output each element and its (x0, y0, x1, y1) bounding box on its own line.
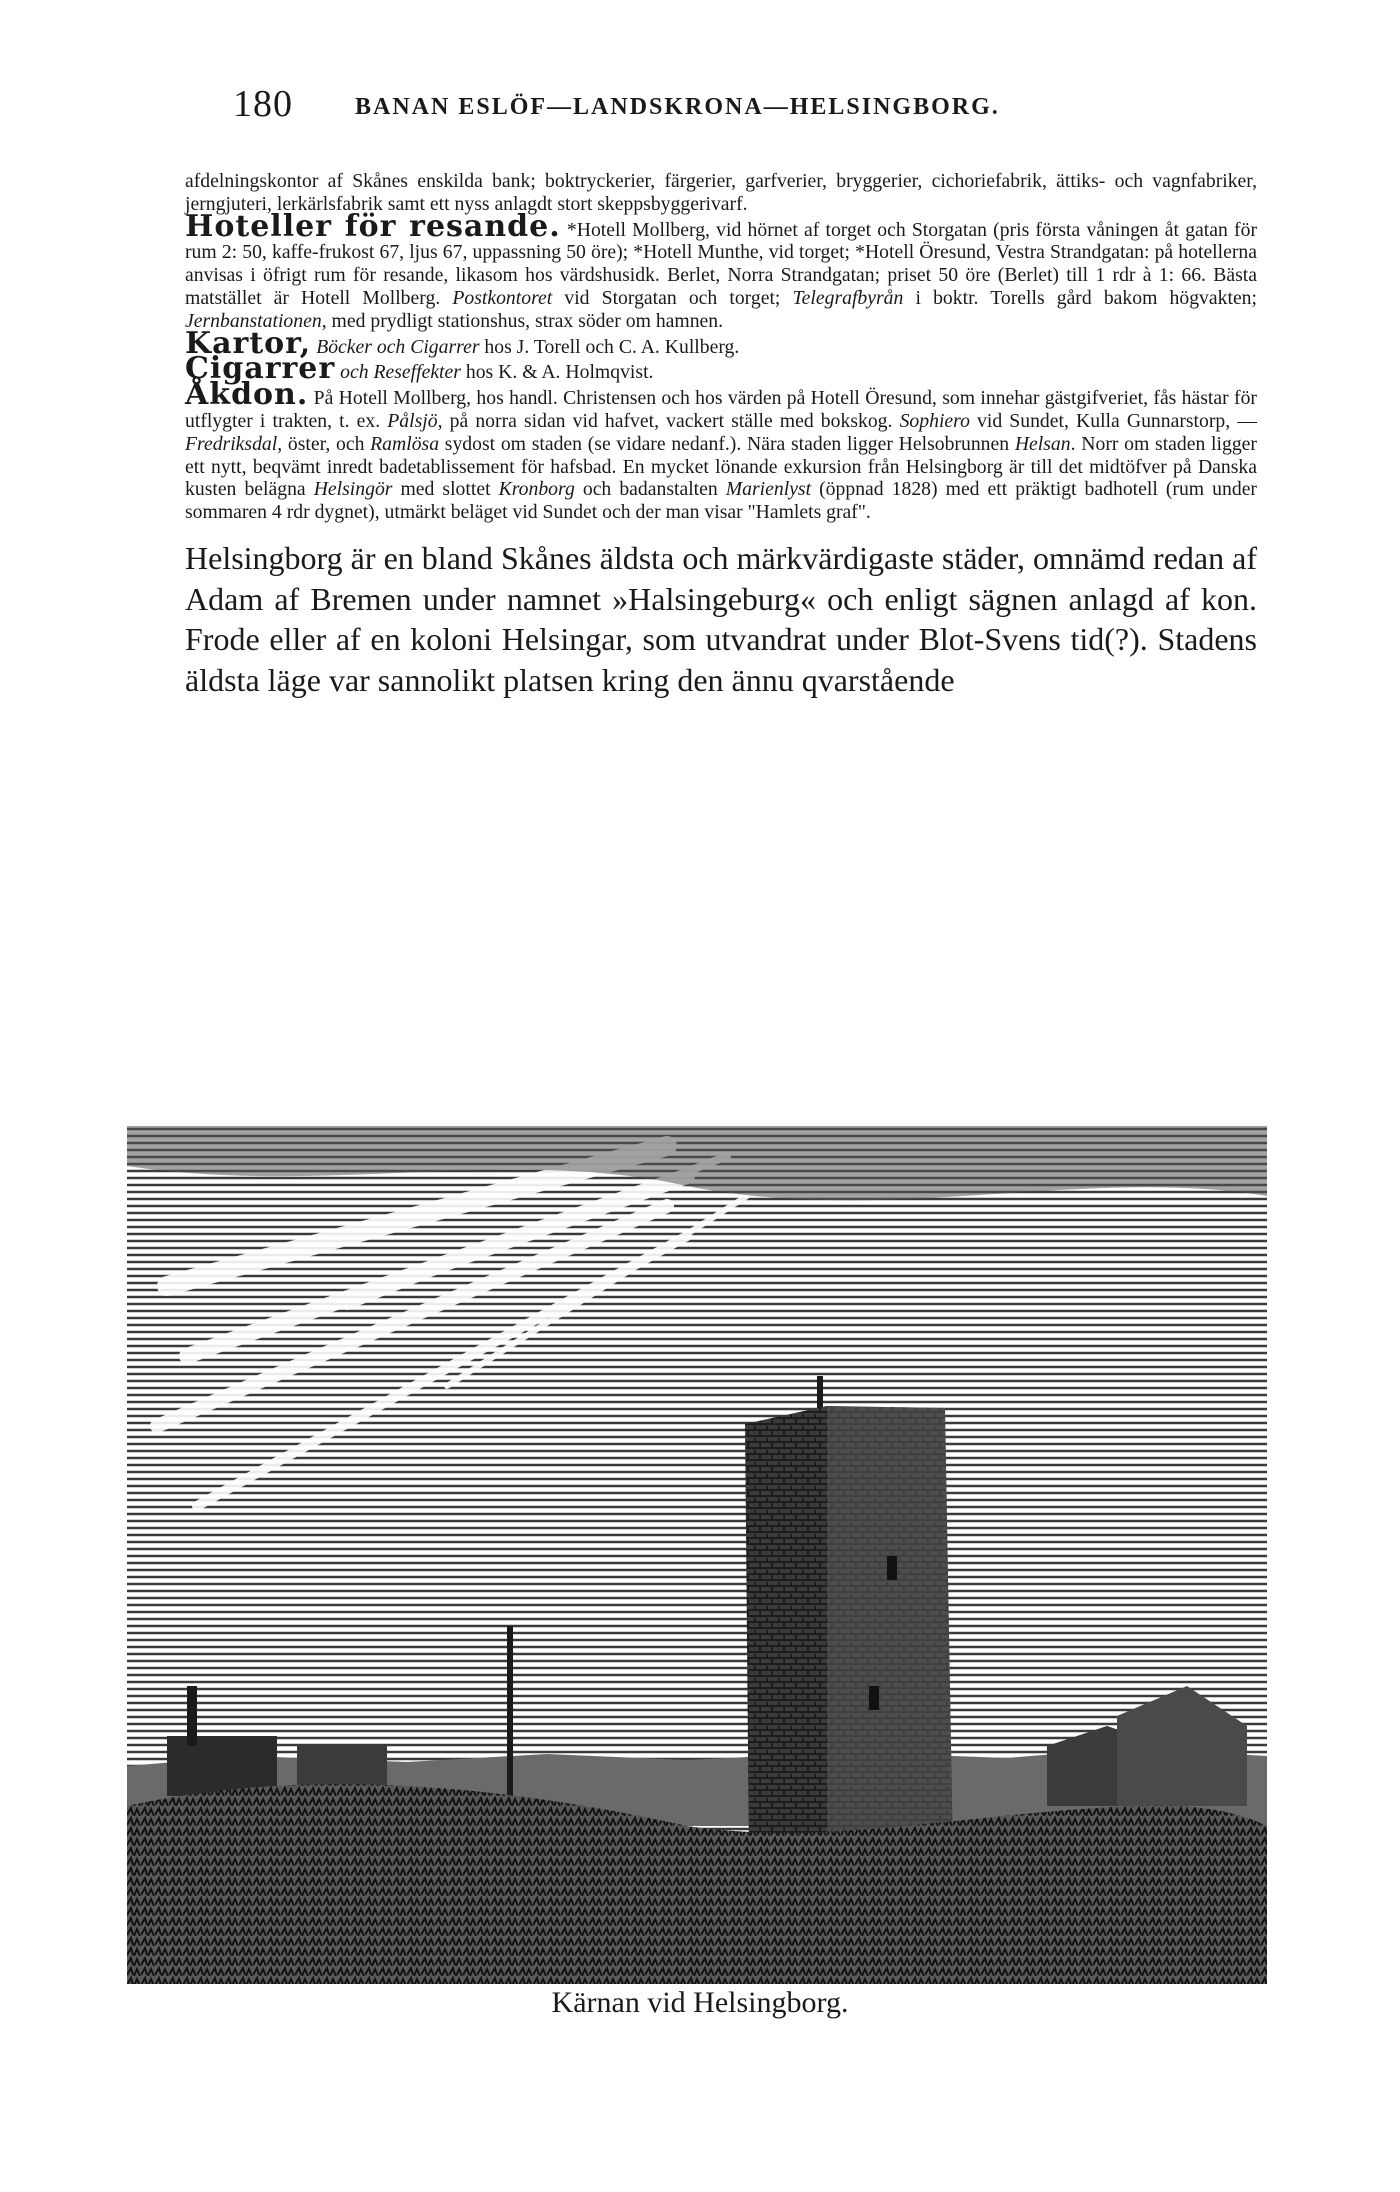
page-number: 180 (233, 83, 293, 125)
heading-cigars: Cigarrer (185, 351, 336, 387)
heading-maps: Kartor, (185, 325, 312, 361)
paragraph-maps: Kartor, Böcker och Cigarrer hos J. Torell och C. A. Kullberg. (185, 325, 740, 361)
paragraph-cigars: Cigarrer och Reseffekter hos K. & A. Holmqvist. (185, 351, 654, 387)
heading-carriages: Åkdon. (185, 377, 309, 413)
flag-pole (507, 1626, 513, 1796)
tower-engraving (127, 1126, 1267, 1984)
illustration-caption: Kärnan vid Helsingborg. (551, 1986, 849, 2019)
kärnan-tower (745, 1376, 953, 1856)
text-body (185, 170, 1257, 700)
running-title: BANAN ESLÖF—LANDSKRONA—HELSINGBORG. (355, 94, 1000, 120)
paragraph-hotels: Hoteller för resande. *Hotell Mollberg, vid hörnet af torget och Storgatan (pris första våningen åt gatan för rum 2: 50, kaffe-frukost 67, ljus 67, uppassning 50 öre); *Hotell Munthe, vid torget; *Hotell Öresund, Vestra Strandgatan: på hotellerna anvisas i öfrigt rum för resande, likasom hos värdshusidk. Berlet, Norra Strandgatan; priset 50 öre (Berlet) till 1 rdr à 1: 66. Bästa matstället är Hotell Mollberg. Postkontoret vid Storgatan och torget; Telegrafbyrån i boktr. Torells gård bakom högvakten; Jernbanstationen, med prydligt stationshus, strax söder om hamnen. (185, 208, 1257, 332)
heading-hotels: Hoteller för resande. (185, 208, 561, 244)
paragraph-industries: afdelningskontor af Skånes enskilda bank; boktryckerier, färgerier, garfverier, bryggerier, cichoriefabrik, ättiks- och vagnfabriker, jerngjuteri, lerkärlsfabrik samt ett nyss anlagdt stort skeppsbyggerivarf. (185, 170, 1257, 215)
paragraph-carriages: Åkdon. På Hotell Mollberg, hos handl. Christensen och hos värden på Hotell Öresund, som innehar gästgifveriet, fås hästar för utflygter i trakten, t. ex. Pålsjö, på norra sidan vid hafvet, vackert ställe med bokskog. Sophiero vid Sundet, Kulla Gunnarstorp, — Fredriksdal, öster, och Ramlösa sydost om staden (se vidare nedanf.). Nära staden ligger Helsobrunnen Helsan. Norr om staden ligger ett nytt, beqvämt inredt badetablissement för hafsbad. En mycket lönande exkursion från Helsingborg är till det midtöfver på Danska kusten belägna Helsingör med slottet Kronborg och badanstalten Marienlyst (öppnad 1828) med ett präktigt badhotell (rum under sommaren 4 rdr dygnet), utmärkt beläget vid Sundet och der man visar "Hamlets graf". (185, 377, 1257, 524)
page-header (233, 82, 1173, 132)
paragraph-history: Helsingborg är en bland Skånes äldsta och märkvärdigaste städer, omnämd redan af Adam af Bremen under namnet »Halsingeburg« och enligt sägnen anlagd af kon. Frode eller af en koloni Helsingar, som utvandrat under Blot-Svens tid(?). Stadens äldsta läge var sannolikt platsen kring den ännu qvarstående (185, 539, 1257, 698)
engraving-illustration (127, 1126, 1267, 1984)
